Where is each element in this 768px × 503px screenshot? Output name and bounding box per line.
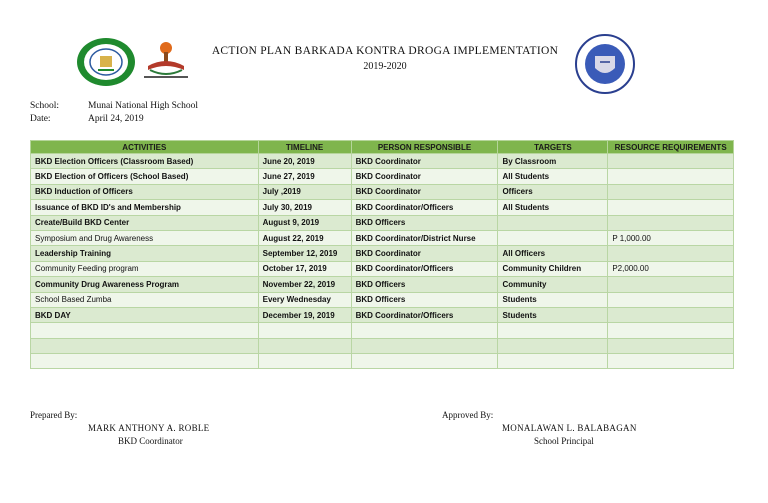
table-cell	[258, 354, 351, 369]
table-cell: BKD Officers	[351, 292, 498, 307]
col-header-activities: ACTIVITIES	[31, 141, 259, 154]
table-cell: BKD Coordinator/District Nurse	[351, 230, 498, 245]
table-cell: BKD Coordinator	[351, 246, 498, 261]
table-cell	[498, 323, 608, 338]
deped-seal-logo	[574, 34, 636, 94]
table-cell	[608, 338, 734, 353]
school-value: Munai National High School	[88, 101, 199, 111]
table-row	[31, 261, 734, 276]
table-cell	[608, 277, 734, 292]
table-cell	[608, 154, 734, 169]
table-cell: November 22, 2019	[258, 277, 351, 292]
table-cell: August 22, 2019	[258, 230, 351, 245]
table-cell: By Classroom	[498, 154, 608, 169]
table-cell: BKD Coordinator	[351, 154, 498, 169]
table-cell: BKD Officers	[351, 215, 498, 230]
table-cell	[31, 354, 259, 369]
table-row	[31, 277, 734, 292]
prepared-by-label: Prepared By:	[30, 410, 78, 420]
table-cell: Students	[498, 292, 608, 307]
table-cell: All Students	[498, 200, 608, 215]
table-cell: Officers	[498, 184, 608, 199]
table-row	[31, 292, 734, 307]
table-cell: BKD Coordinator/Officers	[351, 307, 498, 322]
table-cell: July ,2019	[258, 184, 351, 199]
table-cell: August 9, 2019	[258, 215, 351, 230]
barkada-kontra-droga-logo	[140, 38, 200, 82]
document-title: ACTION PLAN BARKADA KONTRA DROGA IMPLEMENTATION	[211, 45, 559, 57]
table-cell: Issuance of BKD ID's and Membership	[31, 200, 259, 215]
table-cell	[498, 215, 608, 230]
table-row	[31, 354, 734, 369]
approved-by-role: School Principal	[534, 436, 594, 446]
table-cell	[608, 307, 734, 322]
table-cell: Create/Build BKD Center	[31, 215, 259, 230]
date-line	[30, 114, 144, 124]
table-cell: October 17, 2019	[258, 261, 351, 276]
table-cell: September 12, 2019	[258, 246, 351, 261]
table-cell: BKD Election of Officers (School Based)	[31, 169, 259, 184]
table-cell	[608, 215, 734, 230]
table-cell	[31, 323, 259, 338]
table-row	[31, 246, 734, 261]
table-cell: BKD Coordinator/Officers	[351, 261, 498, 276]
table-cell	[608, 200, 734, 215]
school-line	[30, 101, 198, 111]
prepared-by-role: BKD Coordinator	[118, 436, 183, 446]
table-row	[31, 154, 734, 169]
approved-by-label: Approved By:	[442, 410, 494, 420]
table-cell	[608, 323, 734, 338]
table-cell	[498, 354, 608, 369]
table-cell	[608, 184, 734, 199]
table-cell	[608, 169, 734, 184]
table-cell	[608, 292, 734, 307]
table-cell	[498, 338, 608, 353]
table-cell: Community	[498, 277, 608, 292]
table-cell: June 20, 2019	[258, 154, 351, 169]
table-cell: Community Drug Awareness Program	[31, 277, 259, 292]
table-row	[31, 200, 734, 215]
table-cell	[608, 246, 734, 261]
table-cell	[258, 323, 351, 338]
table-cell: Community Children	[498, 261, 608, 276]
document-year: 2019-2020	[363, 61, 407, 72]
date-value: April 24, 2019	[88, 114, 144, 124]
table-cell	[31, 338, 259, 353]
school-label: School:	[30, 101, 60, 111]
date-label: Date:	[30, 114, 51, 124]
table-cell	[351, 354, 498, 369]
table-cell: Leadership Training	[31, 246, 259, 261]
table-row	[31, 184, 734, 199]
table-row	[31, 323, 734, 338]
table-cell: BKD Coordinator/Officers	[351, 200, 498, 215]
table-cell: Students	[498, 307, 608, 322]
prepared-by-name: MARK ANTHONY A. ROBLE	[88, 423, 210, 433]
table-row	[31, 230, 734, 245]
table-cell: BKD Coordinator	[351, 184, 498, 199]
table-cell: All Officers	[498, 246, 608, 261]
table-cell	[498, 230, 608, 245]
table-row	[31, 307, 734, 322]
table-cell: July 30, 2019	[258, 200, 351, 215]
table-cell: Community Feeding program	[31, 261, 259, 276]
table-cell: BKD Officers	[351, 277, 498, 292]
table-cell: P2,000.00	[608, 261, 734, 276]
table-cell: Symposium and Drug Awareness	[31, 230, 259, 245]
col-header-resources: RESOURCE REQUIREMENTS	[608, 141, 734, 154]
table-cell	[258, 338, 351, 353]
table-cell: School Based Zumba	[31, 292, 259, 307]
table-cell: Every Wednesday	[258, 292, 351, 307]
col-header-person: PERSON RESPONSIBLE	[351, 141, 498, 154]
table-row	[31, 169, 734, 184]
table-cell	[608, 354, 734, 369]
approved-by-name: MONALAWAN L. BALABAGAN	[502, 423, 637, 433]
table-cell: P 1,000.00	[608, 230, 734, 245]
school-seal-logo	[76, 37, 136, 87]
table-cell: December 19, 2019	[258, 307, 351, 322]
table-cell: BKD Coordinator	[351, 169, 498, 184]
table-header-row	[31, 141, 734, 154]
table-cell: BKD DAY	[31, 307, 259, 322]
col-header-timeline: TIMELINE	[258, 141, 351, 154]
table-cell: BKD Election Officers (Classroom Based)	[31, 154, 259, 169]
table-cell: BKD Induction of Officers	[31, 184, 259, 199]
table-row	[31, 215, 734, 230]
action-plan-table	[30, 140, 734, 369]
table-cell	[351, 323, 498, 338]
table-cell: All Students	[498, 169, 608, 184]
table-cell	[351, 338, 498, 353]
col-header-targets: TARGETS	[498, 141, 608, 154]
table-row	[31, 338, 734, 353]
table-cell: June 27, 2019	[258, 169, 351, 184]
